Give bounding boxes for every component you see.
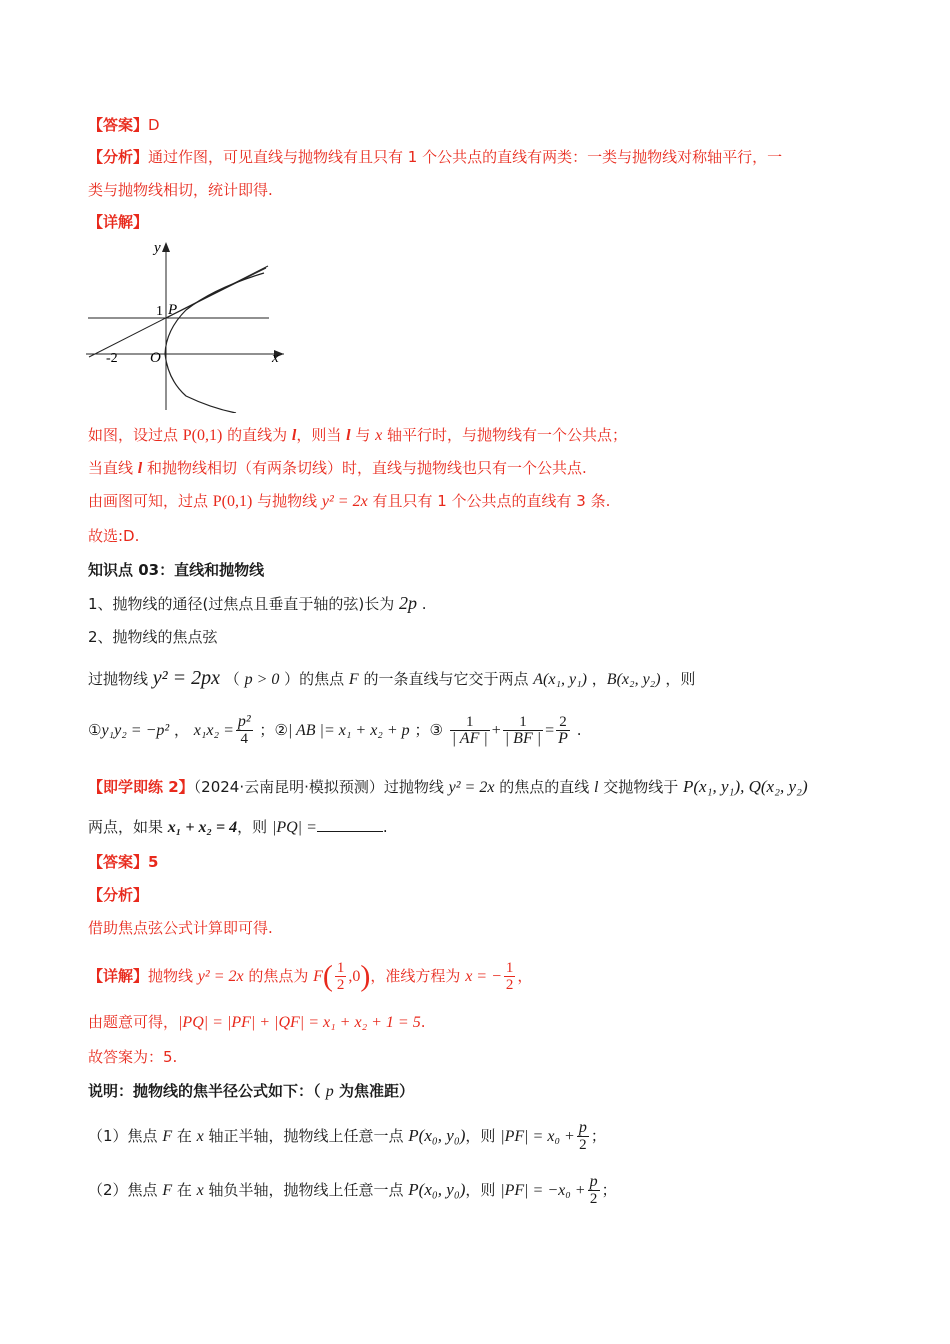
detail-text: 的焦点为 <box>243 967 314 985</box>
numerator: p <box>589 1173 598 1190</box>
x-axis-label: x <box>272 350 279 366</box>
label-p: P <box>168 302 178 318</box>
point-a: A(x₁, y₁) <box>533 671 588 688</box>
focal-radius-eq: |PF| = x₀ + <box>500 1128 575 1145</box>
focus-f: F <box>162 1182 173 1199</box>
explain-text: 与 <box>350 426 376 444</box>
explain-line-3 <box>88 491 610 512</box>
points-pq: P(x₁, y₁), Q(x₂, y₂) <box>683 777 808 796</box>
exercise-label: 【即学即练 2】 <box>88 778 194 796</box>
note-text: （1）焦点 <box>88 1127 163 1145</box>
kp-text: ， <box>169 721 189 739</box>
analysis-line-2 <box>88 180 273 200</box>
detail2-line-3: 故答案为：5. <box>88 1048 178 1066</box>
denominator: 4 <box>240 731 248 747</box>
point-b: B(x₂, y₂) <box>606 671 661 688</box>
label-origin: O <box>150 350 161 366</box>
analysis-text-a: 通过作图，可见直线与抛物线有且只有 1 个公共点的直线有两类：一类与抛物线对称轴平行，一 <box>148 148 783 166</box>
detail-text: ，准线方程为 <box>370 967 466 985</box>
line-l: l <box>137 460 143 477</box>
explain-text: 和抛物线相切（有两条切线）时，直线与抛物线也只有一个公共点. <box>142 459 587 477</box>
exercise-text: （2024·云南昆明·模拟预测）过抛物线 <box>193 778 449 796</box>
fraction <box>450 714 490 747</box>
p-var: p <box>325 1083 334 1100</box>
x-var: x <box>375 427 383 444</box>
plus-sign: + <box>491 722 501 739</box>
parabola-graph <box>86 238 286 413</box>
detail-text: 由题意可得， <box>88 1013 179 1031</box>
kp-item-1 <box>88 593 427 614</box>
answer-label: 【答案】 <box>88 853 149 871</box>
detail-text: 抛物线 <box>148 967 198 985</box>
answer-value: D <box>148 116 160 134</box>
exercise-text: 的焦点的直线 <box>494 778 594 796</box>
explain-line-4: 故选:D. <box>88 527 140 545</box>
analysis2-text: 借助焦点弦公式计算即可得. <box>88 919 273 937</box>
focal-radius-eq: |PF| = −x₀ + <box>500 1182 586 1199</box>
numerator: 2 <box>556 714 570 731</box>
focus-f: F <box>313 968 323 985</box>
focus-f: F <box>348 671 359 688</box>
note-text: ，则 <box>465 1127 501 1145</box>
kp-text: . <box>417 595 427 613</box>
note-text: ； <box>601 1181 617 1199</box>
y-axis-label: y <box>154 240 161 256</box>
pq-length: |PQ| = <box>271 819 317 836</box>
x-var: x <box>196 1128 204 1145</box>
kp-text: ， <box>587 670 607 688</box>
analysis-label: 【分析】 <box>88 148 149 166</box>
numerator: p² <box>237 713 251 730</box>
parabola-equation: y² = 2x <box>321 493 368 510</box>
note-text: （2）焦点 <box>88 1181 163 1199</box>
answer-label: 【答案】 <box>88 116 149 134</box>
circle-num: ① <box>88 721 102 739</box>
note-text: ，则 <box>465 1181 501 1199</box>
denominator: 2 <box>505 977 514 993</box>
analysis-line-1 <box>88 147 782 167</box>
kp-text: （ <box>220 670 245 688</box>
detail-text: . <box>420 1013 426 1031</box>
parabola-equation: y² = 2x <box>197 968 244 985</box>
formula-x1x2: x₁x₂ = <box>193 722 234 739</box>
explain-line-1 <box>88 425 627 446</box>
formula-line <box>88 712 581 749</box>
parabola-equation: y² = 2px <box>152 667 221 689</box>
explain-text: 有且只有 1 个公共点的直线有 3 条. <box>367 492 611 510</box>
explain-line-2 <box>88 458 587 479</box>
fraction <box>335 960 347 993</box>
circle-num: ③ <box>429 721 443 739</box>
condition: p > 0 <box>244 671 280 688</box>
paren: ) <box>360 959 371 993</box>
kp-text: 的一条直线与它交于两点 <box>358 670 534 688</box>
y-axis-arrow <box>162 242 170 252</box>
numerator: 1 <box>450 714 490 731</box>
numerator: 1 <box>336 960 345 976</box>
exercise-line-2 <box>88 817 388 838</box>
answer-line <box>88 115 160 135</box>
paren: ( <box>322 959 333 993</box>
kp-text: ； <box>409 721 430 739</box>
sum-condition: x₁ + x₂ = 4 <box>167 819 238 836</box>
explain-text: 与抛物线 <box>252 492 322 510</box>
fraction <box>556 714 570 747</box>
numerator: 1 <box>503 714 543 731</box>
denominator: 2 <box>589 1191 598 1207</box>
numerator: 1 <box>505 960 514 976</box>
line-l: l <box>291 427 297 444</box>
zero-coord: ,0 <box>348 968 361 985</box>
section-title: 知识点 03：直线和抛物线 <box>88 561 265 579</box>
parabola-equation: y² = 2x <box>448 779 495 796</box>
kp-text: . <box>571 721 582 739</box>
note-text: 轴正半轴，抛物线上任意一点 <box>203 1127 409 1145</box>
formula-ab: | AB |= x₁ + x₂ + p <box>287 722 410 739</box>
point-p0: P(x₀, y₀) <box>408 1126 466 1145</box>
detail-label: 【详解】 <box>88 213 149 231</box>
point-p: P(0,1) <box>212 493 253 510</box>
analysis2-label: 【分析】 <box>88 886 149 904</box>
detail-label: 【详解】 <box>88 967 149 985</box>
note-text: 在 <box>172 1127 197 1145</box>
fraction <box>503 714 543 747</box>
denominator: P <box>558 730 568 747</box>
kp-text: ）的焦点 <box>279 670 349 688</box>
answer-blank <box>317 817 383 832</box>
formula-y1y2: y₁y₂ = −p² <box>101 722 170 739</box>
numerator: p <box>578 1119 587 1136</box>
pq-computation: |PQ| = |PF| + |QF| = x₁ + x₂ + 1 = 5 <box>178 1014 421 1031</box>
denominator: 2 <box>336 977 345 993</box>
latus-rectum: 2p <box>399 593 418 613</box>
kp-text: ； <box>254 721 275 739</box>
detail2-line-1 <box>88 958 532 995</box>
answer2-line <box>88 852 158 872</box>
note-text: 为焦准距） <box>333 1082 414 1100</box>
point-p: P(0,1) <box>182 427 223 444</box>
exercise-text: . <box>382 818 388 836</box>
kp-text: ，则 <box>660 670 696 688</box>
detail2-line-2 <box>88 1012 426 1033</box>
directrix: x = − <box>465 968 502 985</box>
fraction <box>236 714 253 747</box>
analysis-text-b: 类与抛物线相切，统计即得. <box>88 181 273 199</box>
explain-text: 如图，设过点 <box>88 426 183 444</box>
x-var: x <box>196 1182 204 1199</box>
note-rule-1 <box>88 1118 606 1155</box>
answer-value: 5 <box>148 853 159 871</box>
explain-text: 轴平行时，与抛物线有一个公共点； <box>382 426 628 444</box>
note-title <box>88 1081 414 1102</box>
exercise-text: 交抛物线于 <box>598 778 683 796</box>
focus-f: F <box>162 1128 173 1145</box>
explain-text: ，则当 <box>296 426 347 444</box>
note-text: 说明：抛物线的焦半径公式如下：（ <box>88 1082 326 1100</box>
explain-text: 的直线为 <box>222 426 292 444</box>
chord-line <box>88 668 695 690</box>
label-one: 1 <box>156 304 163 319</box>
fraction <box>577 1120 589 1153</box>
denominator: | AF | <box>451 730 488 747</box>
note-text: ； <box>590 1127 606 1145</box>
circle-num: ② <box>274 721 288 739</box>
line-l: l <box>594 779 599 796</box>
kp-text: 过抛物线 <box>88 670 153 688</box>
line-l: l <box>346 427 351 444</box>
explain-text: 当直线 <box>88 459 138 477</box>
denominator: 2 <box>579 1137 587 1153</box>
denominator: | BF | <box>504 730 542 747</box>
point-p0: P(x₀, y₀) <box>408 1180 466 1199</box>
kp-text: 1、抛物线的通径(过焦点且垂直于轴的弦)长为 <box>88 595 400 613</box>
fraction <box>588 1174 600 1207</box>
note-text: 轴负半轴，抛物线上任意一点 <box>203 1181 409 1199</box>
note-rule-2 <box>88 1172 617 1209</box>
label-neg-two: -2 <box>106 351 118 366</box>
note-text: 在 <box>172 1181 197 1199</box>
exercise-line-1 <box>88 777 808 798</box>
detail-text: ， <box>517 967 533 985</box>
tangent-line-b <box>166 268 266 318</box>
explain-text: 由画图可知，过点 <box>88 492 213 510</box>
equals-sign: = <box>545 722 555 739</box>
exercise-text: ，则 <box>237 818 272 836</box>
exercise-text: 两点，如果 <box>88 818 168 836</box>
kp-item-2: 2、抛物线的焦点弦 <box>88 628 218 646</box>
fraction <box>504 960 516 993</box>
